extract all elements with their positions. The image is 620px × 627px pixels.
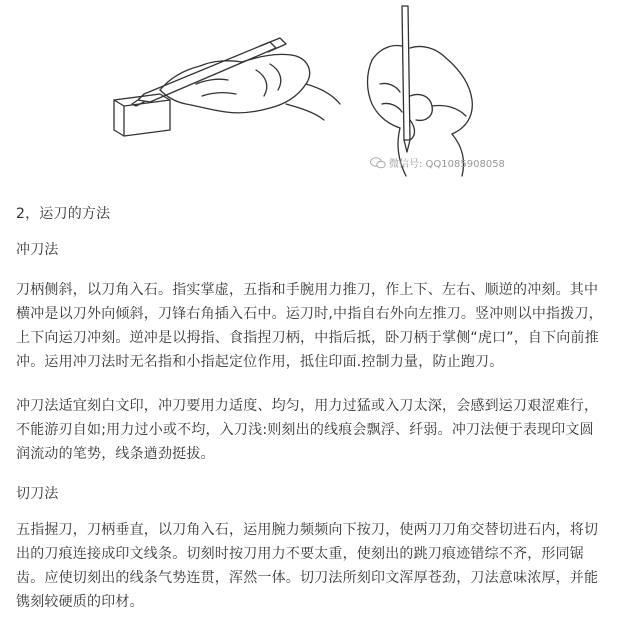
watermark-text: 微信号: QQ1085908058 [389, 159, 505, 170]
carving-hands-illustration [110, 0, 530, 180]
hand-left [160, 54, 340, 120]
wechat-icon [370, 157, 386, 169]
paragraph-qiedao-method: 五指握刀，刀柄垂直，以刀角入石，运用腕力频频向下按刀，使两刀刀角交替切进石内，将切出的刀痕连接成印文线条。切刻时按刀用力不要太重，使刻出的跳刀痕迹错综不齐，形同锯齿。应使切刻出的线条气势连贯，浑然一体。切刀法所刻印文浑厚苍劲，刀法意味浓厚，并能镌刻较硬质的印材。 [16, 522, 599, 610]
knife-left [132, 38, 286, 106]
watermark [370, 155, 505, 170]
knife-right [402, 6, 410, 152]
section-title: 2，运刀的方法 [16, 206, 111, 222]
subheading-qiedao: 切刀法 [16, 486, 59, 502]
paragraph-chongdao-method: 刀柄侧斜，以刀角入石。指实掌虚，五指和手腕用力推刀，作上下、左右、顺逆的冲刻。其中横冲是以刀外向倾斜，刀锋右角插入石中。运刀时,中指自右外向左推刀。竖冲则以中指拨刀，上下向运刀冲刻。逆冲是以拇指、食指捏刀柄，中指后抵，卧刀柄于掌侧“虎口”，自下向前推冲。运用冲刀法时无名指和小指起定位作用，抵住印面.控制力量，防止跑刀。 [16, 282, 603, 370]
paragraph-chongdao-usage: 冲刀法适宜刻白文印，冲刀要用力适度、均匀，用力过猛或入刀太深，会感到运刀艰涩难行，不能游刃自如;用力过小或不均，入刀浅:则刻出的线痕会飘浮、纤弱。冲刀法便于表现印文圆润流动的笔势，线条遒劲挺拔。 [16, 398, 599, 462]
subheading-chongdao: 冲刀法 [16, 242, 59, 258]
